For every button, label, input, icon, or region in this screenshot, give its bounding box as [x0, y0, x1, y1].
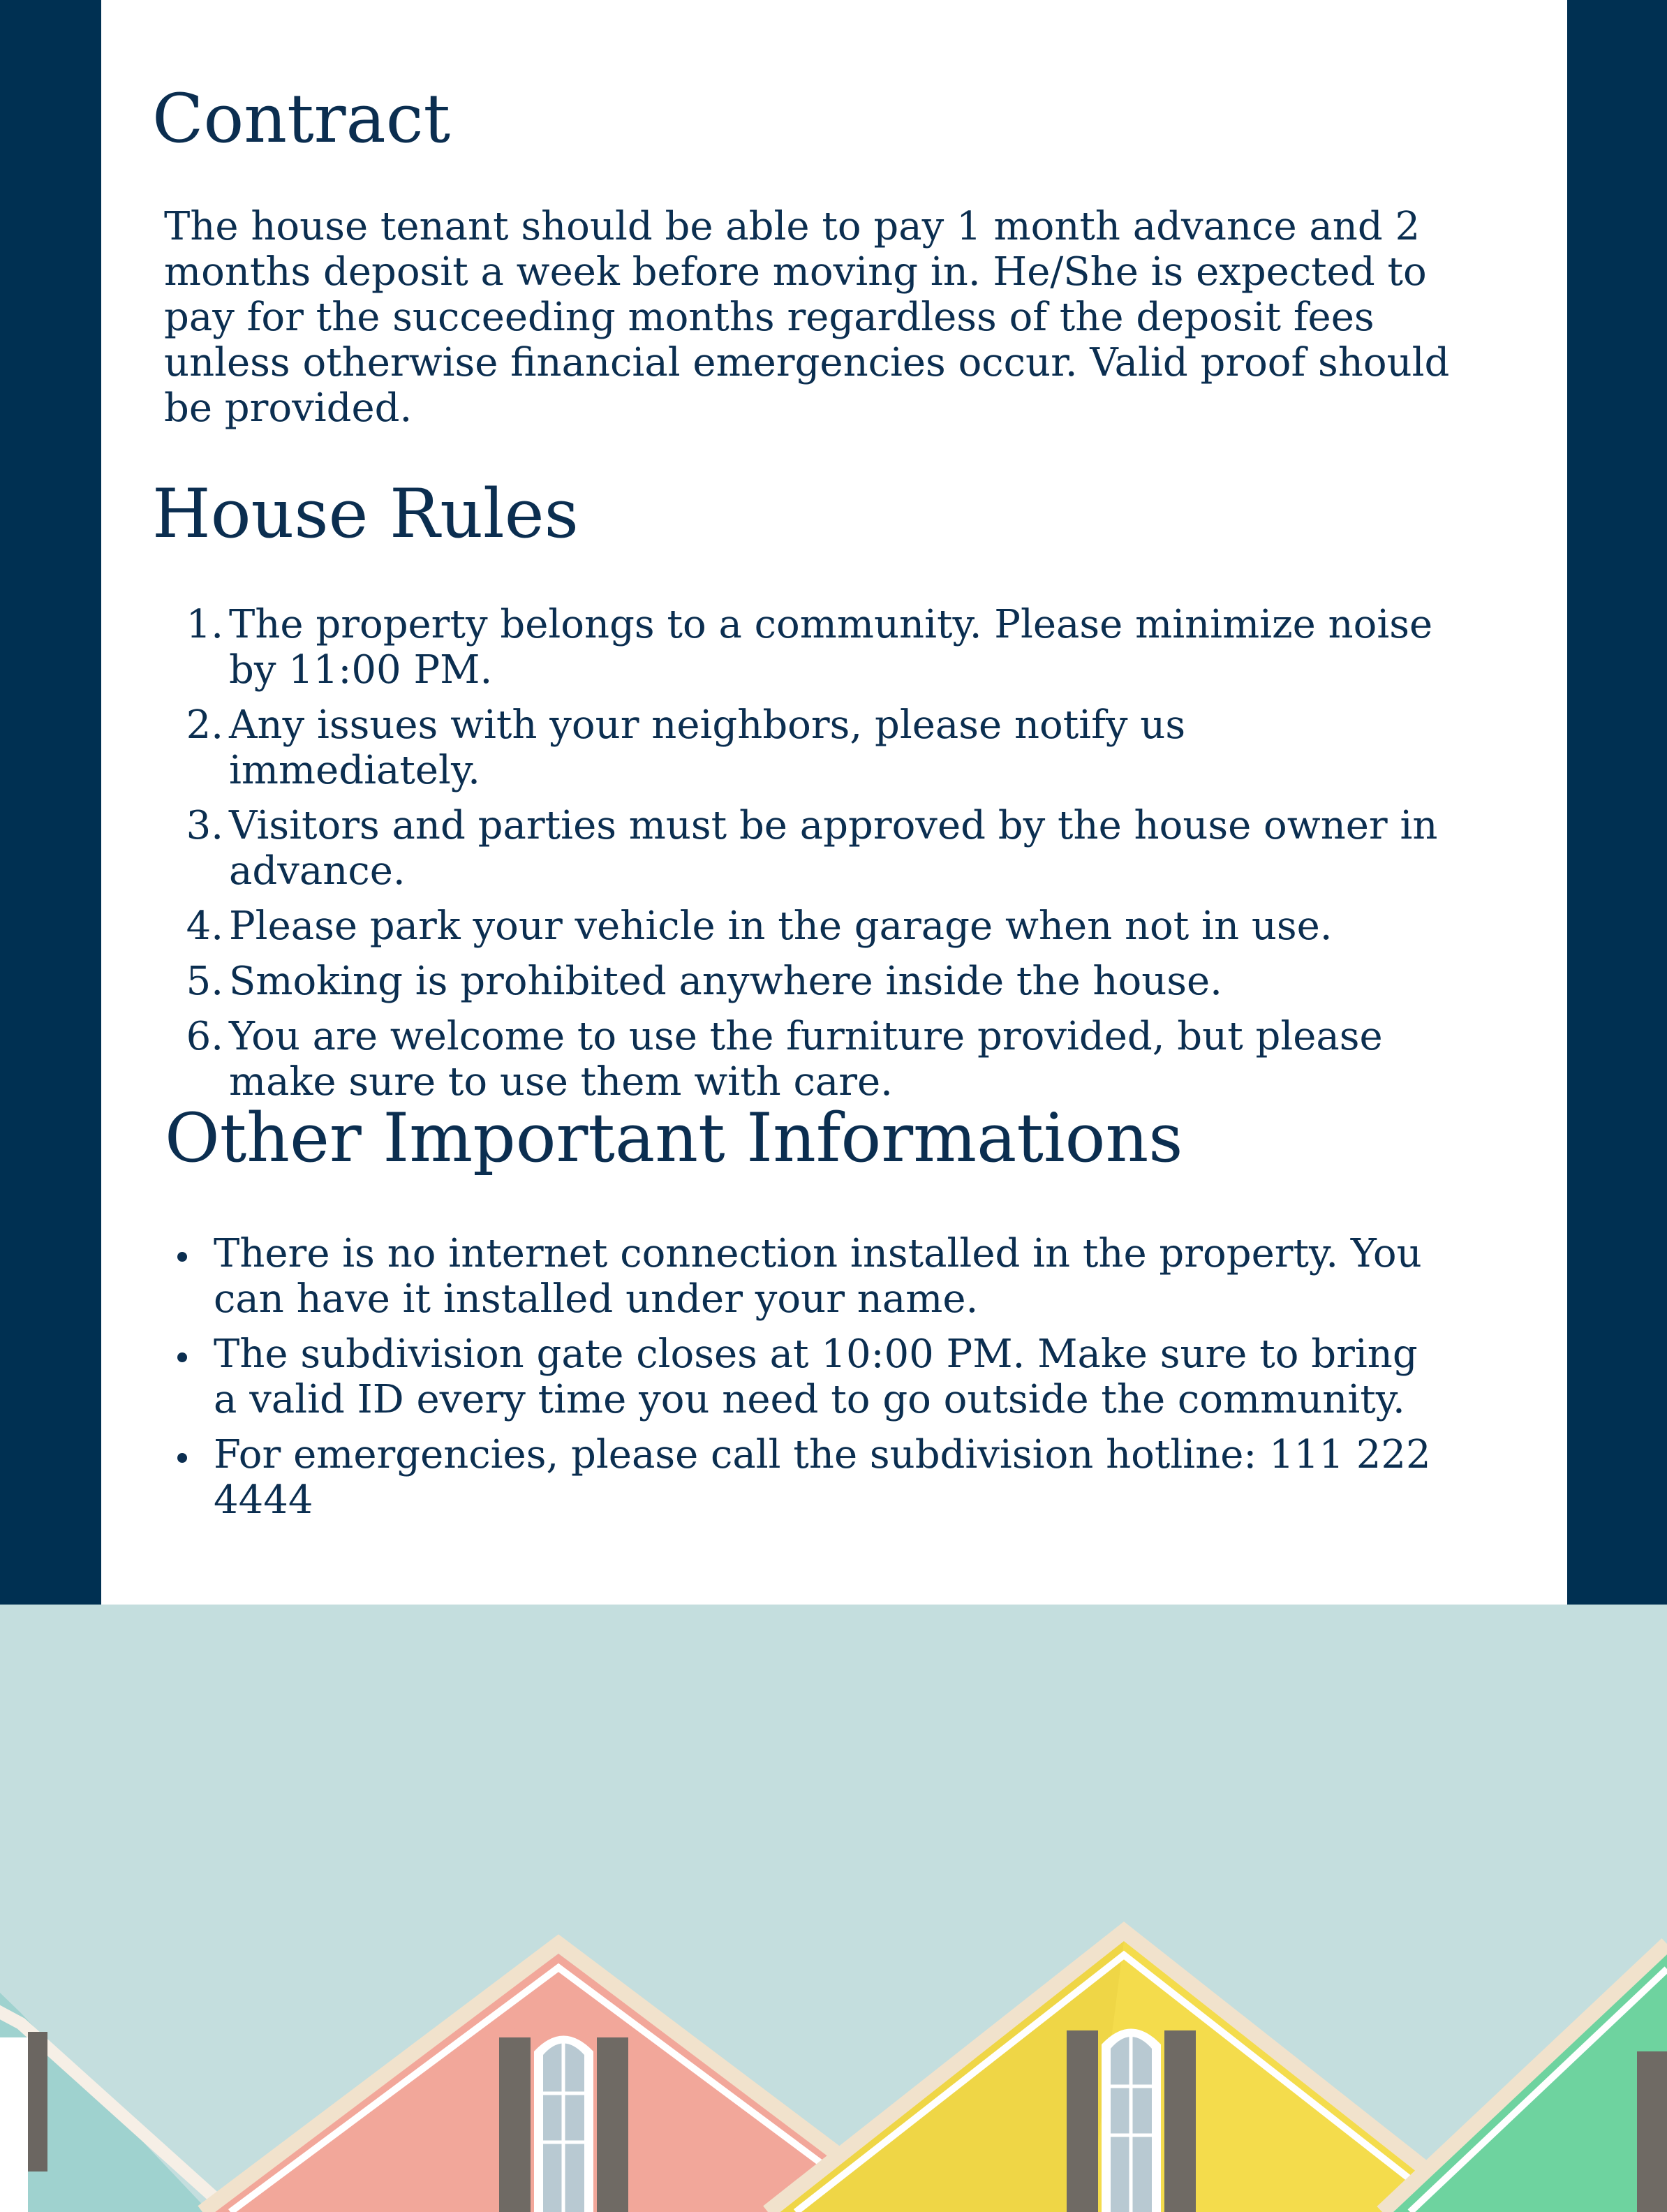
list-item	[181, 959, 1438, 1004]
list-number: 5.	[186, 959, 223, 1004]
list-item	[181, 702, 1438, 793]
rule-text: Visitors and parties must be approved by the house owner in advance.	[229, 803, 1438, 894]
list-item	[181, 803, 1438, 894]
rule-text: The property belongs to a community. Please minimize noise by 11:00 PM.	[229, 602, 1433, 693]
list-item	[181, 904, 1438, 949]
list-number: 2.	[186, 702, 223, 748]
list-item	[175, 1231, 1431, 1322]
contract-heading: Contract	[152, 80, 451, 158]
shutter	[597, 2037, 628, 2212]
info-text: There is no internet connection installed in the property. You can have it installed under your name.	[214, 1231, 1422, 1322]
shutter	[1164, 2030, 1196, 2212]
bullet-icon	[177, 1453, 187, 1463]
houses-photo	[0, 1605, 1667, 2212]
other-info-heading: Other Important Informations	[165, 1099, 1183, 1177]
list-number: 1.	[186, 602, 223, 647]
list-item	[175, 1432, 1431, 1523]
sky	[0, 1605, 1667, 2212]
contract-paragraph: The house tenant should be able to pay 1 month advance and 2 months deposit a week before moving in. He/She is expected to pay for the succeeding months regardless of the deposit fees unless otherwise financial emergencies occur. Valid proof should be provided.	[164, 204, 1450, 431]
shutter	[1637, 2051, 1667, 2212]
list-item	[181, 602, 1438, 693]
bullet-icon	[177, 1352, 187, 1362]
list-number: 3.	[186, 803, 223, 848]
rule-text: You are welcome to use the furniture provided, but please make sure to use them with care.	[229, 1014, 1383, 1105]
info-text: The subdivision gate closes at 10:00 PM. Make sure to bring a valid ID every time you need to go outside the community.	[214, 1332, 1418, 1422]
rule-text: Any issues with your neighbors, please notify us immediately.	[229, 702, 1186, 793]
shutter	[499, 2037, 531, 2212]
list-item	[181, 1014, 1438, 1105]
list-number: 6.	[186, 1014, 223, 1059]
shutter	[1067, 2030, 1098, 2212]
list-item	[175, 1332, 1431, 1422]
list-number: 4.	[186, 904, 223, 949]
info-text: For emergencies, please call the subdivision hotline: 111 222 4444	[214, 1432, 1431, 1523]
rule-text: Please park your vehicle in the garage when not in use.	[229, 904, 1333, 949]
bullet-icon	[177, 1252, 187, 1262]
other-info-list	[175, 1231, 1431, 1533]
rule-text: Smoking is prohibited anywhere inside the house.	[229, 959, 1222, 1004]
house-rules-list	[181, 602, 1438, 1114]
house-rules-heading: House Rules	[152, 475, 579, 553]
